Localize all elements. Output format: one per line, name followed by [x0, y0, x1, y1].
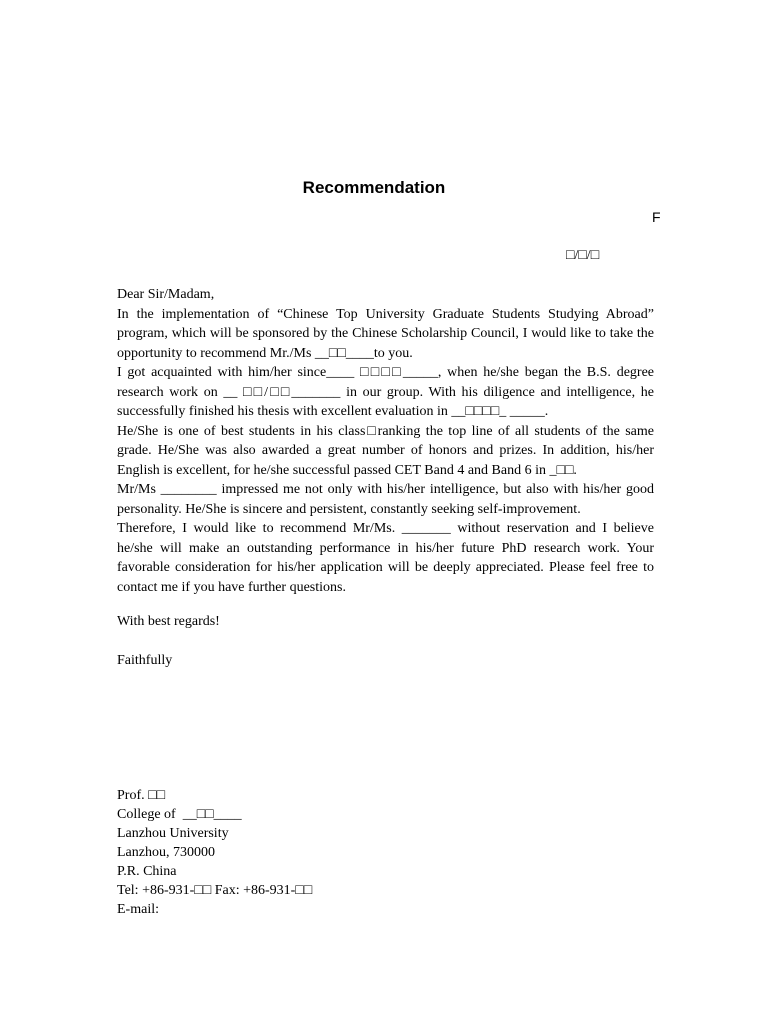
header-mark: F — [652, 209, 661, 225]
signatory-university: Lanzhou University — [117, 826, 229, 841]
signature-block — [117, 786, 312, 919]
paragraph-recommendation: Therefore, I would like to recommend Mr/Ms. _______ without reservation and I believe he/she will make an outstanding performance in his/her future PhD research work. Your favorable consideration for his/her application will be deeply appreciated. Please feel free to contact me if you have further questions. — [117, 521, 654, 595]
valediction: Faithfully — [117, 652, 173, 668]
signatory-phone: Tel: +86-931-□□ Fax: +86-931-□□ — [117, 883, 313, 898]
paragraph-acquaintance: I got acquainted with him/her since____ □□□□_____, when he/she began the B.S. degree research work on __ □□/□□_______ in our group. With his diligence and intelligence, he successfully finished his thesis with excellent evaluation in __□□□□_ _____. — [117, 365, 654, 419]
signatory-email: E-mail: — [117, 902, 159, 917]
signatory-college: College of __□□____ — [117, 807, 242, 822]
paragraph-intro: In the implementation of “Chinese Top University Graduate Students Studying Abroad” program, which will be sponsored by the Chinese Scholarship Council, I would like to take the opportunity to recommend Mr./Ms __□□____to you. — [117, 306, 654, 361]
letter-date: □/□/□ — [566, 248, 600, 263]
paragraph-ranking: He/She is one of best students in his class□ranking the top line of all students of the same grade. He/She was also awarded a great number of honors and prizes. In addition, his/her English is excellent, for he/she successful passed CET Band 4 and Band 6 in _□□. — [117, 423, 654, 478]
letter-body — [117, 285, 654, 670]
salutation: Dear Sir/Madam, — [117, 287, 215, 302]
closing: With best regards! — [117, 614, 220, 629]
paragraph-personality: Mr/Ms ________ impressed me not only with his/her intelligence, but also with his/her good personality. He/She is sincere and persistent, constantly seeking self-improvement. — [117, 482, 654, 517]
document-title: Recommendation — [302, 178, 446, 197]
signatory-name: Prof. □□ — [117, 788, 166, 803]
signatory-city: Lanzhou, 730000 — [117, 845, 215, 860]
signatory-country: P.R. China — [117, 864, 177, 879]
